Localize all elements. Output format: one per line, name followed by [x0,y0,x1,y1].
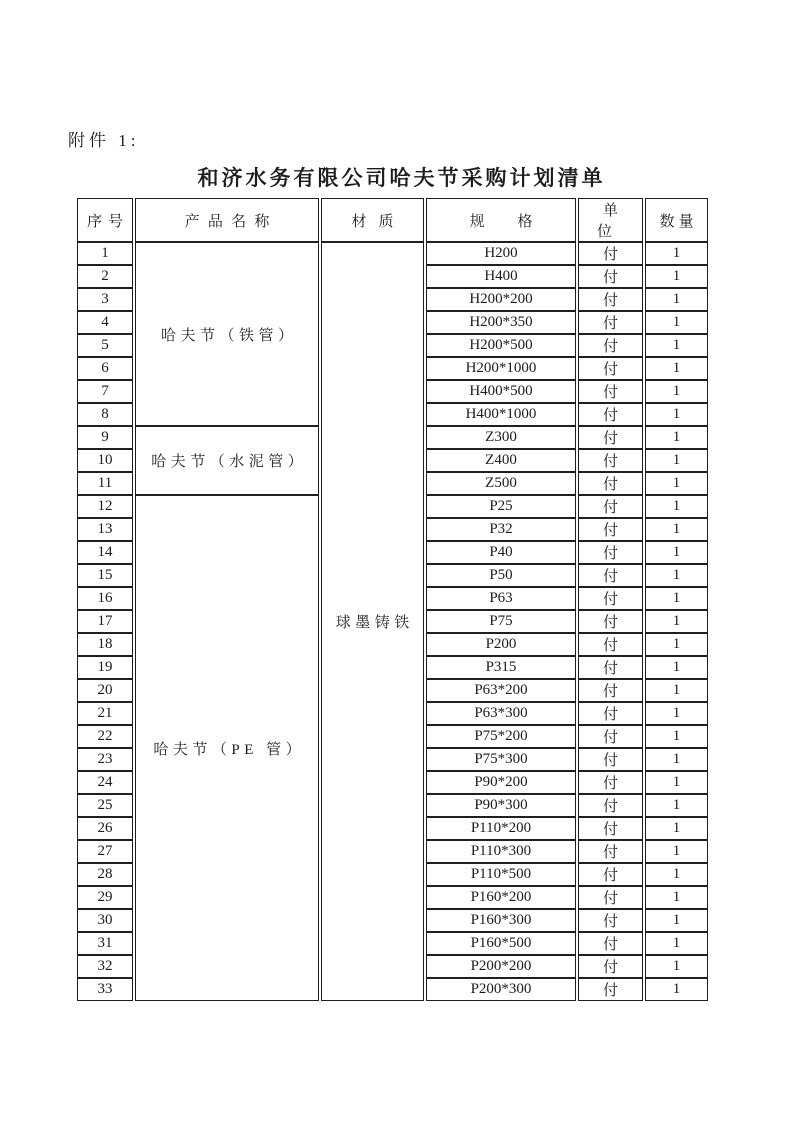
quantity-cell: 1 [645,817,708,840]
row-index-cell: 29 [77,886,133,909]
unit-cell: 付 [578,725,643,748]
quantity-cell: 1 [645,288,708,311]
row-index-cell: 27 [77,840,133,863]
unit-cell: 付 [578,702,643,725]
row-index-cell: 6 [77,357,133,380]
row-index-cell: 25 [77,794,133,817]
unit-cell: 付 [578,863,643,886]
row-index-cell: 24 [77,771,133,794]
unit-cell: 付 [578,886,643,909]
spec-cell: P110*500 [426,863,576,886]
row-index-cell: 3 [77,288,133,311]
unit-cell: 付 [578,794,643,817]
unit-cell: 付 [578,541,643,564]
quantity-cell: 1 [645,909,708,932]
row-index-cell: 4 [77,311,133,334]
row-index-cell: 23 [77,748,133,771]
quantity-cell: 1 [645,748,708,771]
spec-cell: P110*300 [426,840,576,863]
row-index-cell: 31 [77,932,133,955]
row-index-cell: 15 [77,564,133,587]
spec-cell: H200 [426,242,576,265]
quantity-cell: 1 [645,886,708,909]
quantity-cell: 1 [645,380,708,403]
row-index-cell: 2 [77,265,133,288]
spec-cell: Z400 [426,449,576,472]
spec-cell: P75*200 [426,725,576,748]
material-cell: 球墨铸铁 [321,242,424,1001]
unit-cell: 付 [578,978,643,1001]
quantity-cell: 1 [645,334,708,357]
spec-cell: H200*200 [426,288,576,311]
spec-cell: P50 [426,564,576,587]
spec-cell: P75*300 [426,748,576,771]
purchase-plan-table [75,198,710,1001]
row-index-cell: 26 [77,817,133,840]
row-index-cell: 21 [77,702,133,725]
unit-cell: 付 [578,564,643,587]
spec-cell: P32 [426,518,576,541]
quantity-cell: 1 [645,265,708,288]
product-name-cell: 哈夫节（铁管） [135,242,319,426]
spec-cell: P110*200 [426,817,576,840]
unit-cell: 付 [578,840,643,863]
unit-cell: 付 [578,288,643,311]
unit-cell: 付 [578,449,643,472]
row-index-cell: 16 [77,587,133,610]
quantity-cell: 1 [645,725,708,748]
row-index-cell: 32 [77,955,133,978]
spec-cell: P160*500 [426,932,576,955]
quantity-cell: 1 [645,840,708,863]
product-name-cell: 哈夫节（水泥管） [135,426,319,495]
spec-cell: P200*200 [426,955,576,978]
row-index-cell: 9 [77,426,133,449]
row-index-cell: 30 [77,909,133,932]
row-index-cell: 22 [77,725,133,748]
spec-cell: Z300 [426,426,576,449]
quantity-cell: 1 [645,357,708,380]
quantity-cell: 1 [645,587,708,610]
quantity-cell: 1 [645,771,708,794]
spec-cell: P90*300 [426,794,576,817]
quantity-cell: 1 [645,932,708,955]
row-index-cell: 7 [77,380,133,403]
unit-cell: 付 [578,403,643,426]
table-body [77,242,708,1001]
row-index-cell: 20 [77,679,133,702]
unit-cell: 付 [578,357,643,380]
quantity-cell: 1 [645,610,708,633]
quantity-cell: 1 [645,702,708,725]
spec-cell: P63*300 [426,702,576,725]
spec-cell: P160*200 [426,886,576,909]
row-index-cell: 5 [77,334,133,357]
unit-cell: 付 [578,633,643,656]
unit-cell: 付 [578,495,643,518]
spec-cell: Z500 [426,472,576,495]
quantity-cell: 1 [645,518,708,541]
header-material: 材质 [321,198,424,242]
unit-cell: 付 [578,242,643,265]
unit-cell: 付 [578,909,643,932]
unit-cell: 付 [578,587,643,610]
quantity-cell: 1 [645,863,708,886]
unit-cell: 付 [578,518,643,541]
row-index-cell: 17 [77,610,133,633]
row-index-cell: 19 [77,656,133,679]
attachment-label: 附件 1: [68,131,140,150]
unit-cell: 付 [578,265,643,288]
row-index-cell: 14 [77,541,133,564]
spec-cell: P25 [426,495,576,518]
quantity-cell: 1 [645,449,708,472]
quantity-cell: 1 [645,564,708,587]
row-index-cell: 33 [77,978,133,1001]
spec-cell: H400*500 [426,380,576,403]
unit-cell: 付 [578,472,643,495]
quantity-cell: 1 [645,794,708,817]
spec-cell: P63 [426,587,576,610]
spec-cell: P40 [426,541,576,564]
unit-cell: 付 [578,679,643,702]
unit-cell: 付 [578,610,643,633]
row-index-cell: 11 [77,472,133,495]
product-name-cell: 哈夫节（PE 管） [135,495,319,1001]
document-title: 和济水务有限公司哈夫节采购计划清单 [197,166,606,190]
unit-cell: 付 [578,817,643,840]
header-row [77,198,708,242]
row-index-cell: 12 [77,495,133,518]
quantity-cell: 1 [645,955,708,978]
unit-cell: 付 [578,932,643,955]
row-index-cell: 10 [77,449,133,472]
spec-cell: H200*350 [426,311,576,334]
row-index-cell: 8 [77,403,133,426]
quantity-cell: 1 [645,403,708,426]
quantity-cell: 1 [645,426,708,449]
unit-cell: 付 [578,426,643,449]
table-row [77,242,708,265]
spec-cell: H400*1000 [426,403,576,426]
quantity-cell: 1 [645,679,708,702]
unit-cell: 付 [578,656,643,679]
unit-cell: 付 [578,748,643,771]
unit-cell: 付 [578,771,643,794]
table-header [77,198,708,242]
quantity-cell: 1 [645,978,708,1001]
quantity-cell: 1 [645,541,708,564]
quantity-cell: 1 [645,311,708,334]
unit-cell: 付 [578,380,643,403]
quantity-cell: 1 [645,495,708,518]
spec-cell: P63*200 [426,679,576,702]
header-unit: 单位 [578,198,643,242]
spec-cell: P315 [426,656,576,679]
row-index-cell: 13 [77,518,133,541]
spec-cell: P200*300 [426,978,576,1001]
spec-cell: P160*300 [426,909,576,932]
header-quantity: 数量 [645,198,708,242]
row-index-cell: 1 [77,242,133,265]
spec-cell: H400 [426,265,576,288]
spec-cell: P200 [426,633,576,656]
spec-cell: H200*500 [426,334,576,357]
row-index-cell: 18 [77,633,133,656]
header-index: 序号 [77,198,133,242]
unit-cell: 付 [578,955,643,978]
quantity-cell: 1 [645,633,708,656]
unit-cell: 付 [578,311,643,334]
unit-cell: 付 [578,334,643,357]
quantity-cell: 1 [645,472,708,495]
spec-cell: P75 [426,610,576,633]
quantity-cell: 1 [645,242,708,265]
header-spec: 规格 [426,198,576,242]
spec-cell: H200*1000 [426,357,576,380]
spec-cell: P90*200 [426,771,576,794]
quantity-cell: 1 [645,656,708,679]
row-index-cell: 28 [77,863,133,886]
header-product-name: 产品名称 [135,198,319,242]
